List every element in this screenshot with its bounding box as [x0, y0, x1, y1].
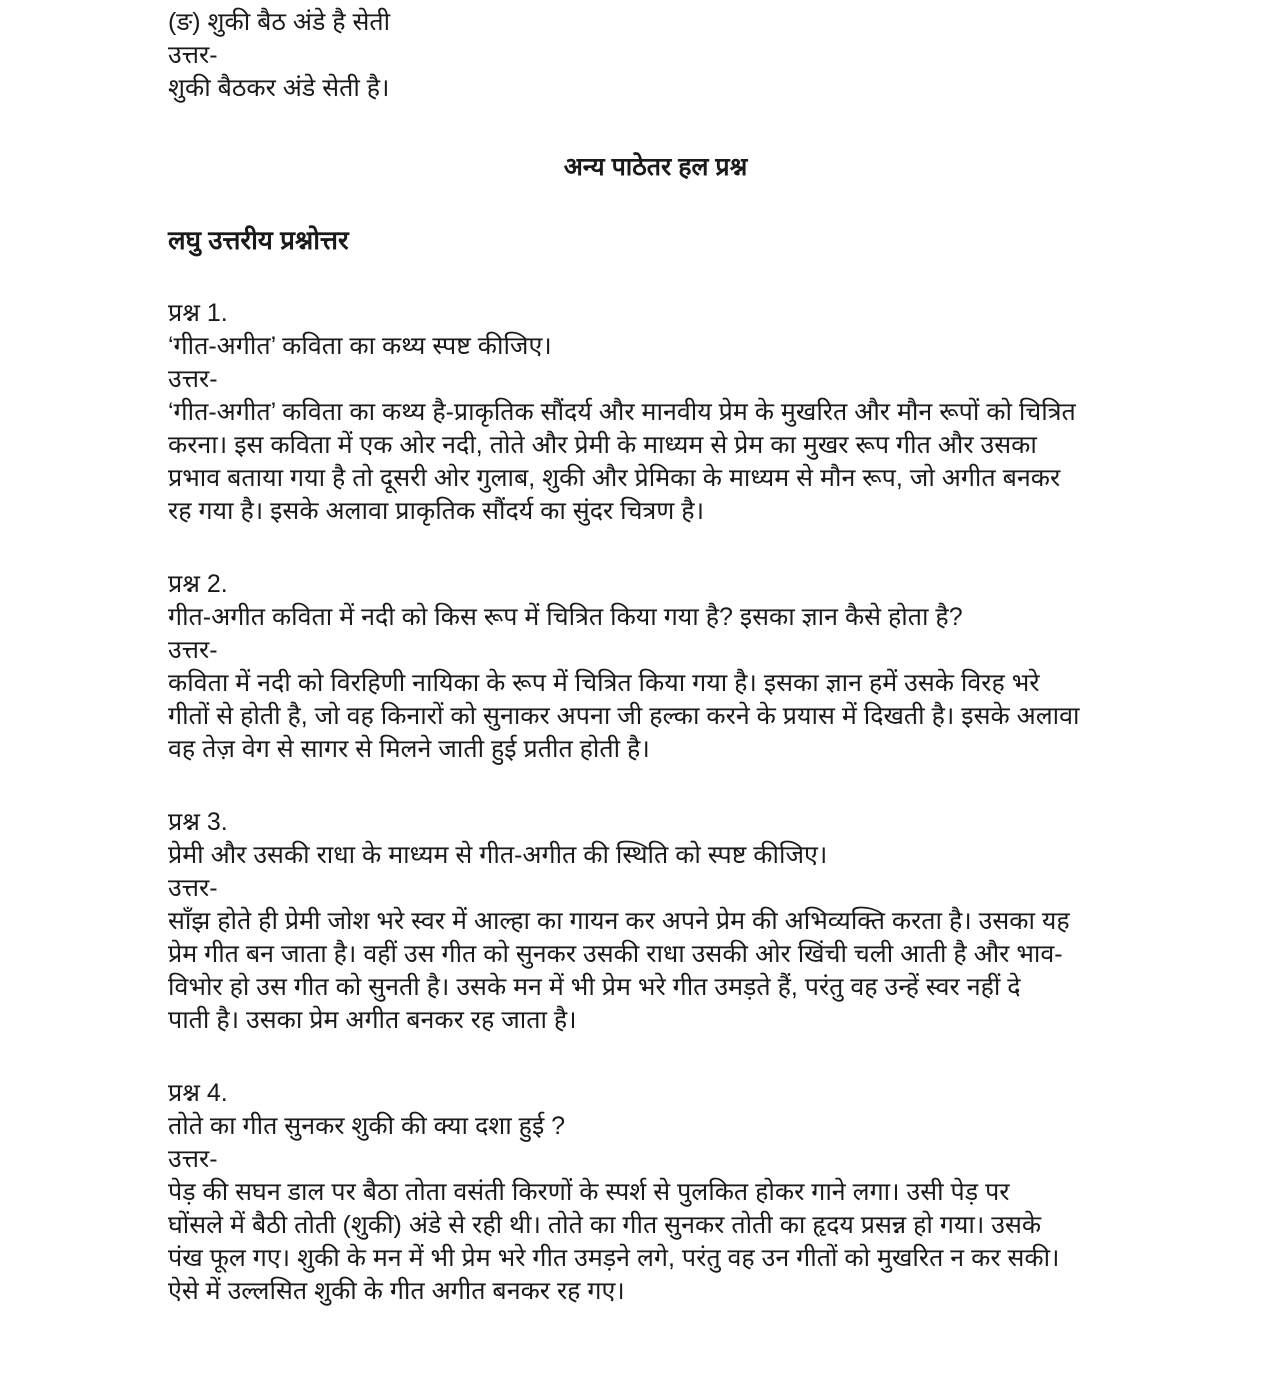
question-number: प्रश्न 2.	[168, 570, 228, 598]
answer-line: साँझ होते ही प्रेमी जोश भरे स्वर में आल्हा का गायन कर अपने प्रेम की अभिव्यक्ति करता है। उसका यह	[168, 907, 1070, 935]
answer-label: उत्तर-	[168, 41, 218, 69]
question-block	[168, 568, 1158, 766]
document-page	[168, 6, 1158, 1308]
answer-label: उत्तर-	[168, 1145, 218, 1173]
question-block	[168, 297, 1158, 528]
answer-line: प्रभाव बताया गया है तो दूसरी ओर गुलाब, शुकी और प्रेमिका के माध्यम से मौन रूप, जो अगीत बनकर	[168, 464, 1061, 492]
question-block	[168, 806, 1158, 1037]
previous-answer-block	[168, 6, 1158, 105]
answer-line: करना। इस कविता में एक ओर नदी, तोते और प्रेमी के माध्यम से प्रेम का मुखर रूप गीत और उसका	[168, 431, 1037, 459]
answer-line: घोंसले में बैठी तोती (शुकी) अंडे से रही थी। तोते का गीत सुनकर तोती का हृदय प्रसन्न हो गया। उसके	[168, 1211, 1042, 1239]
question-block	[168, 1077, 1158, 1308]
answer-line: विभोर हो उस गीत को सुनती है। उसके मन में भी प्रेम भरे गीत उमड़ते हैं, परंतु वह उन्हें स्वर नहीं दे	[168, 973, 1021, 1001]
answer-line: ‘गीत-अगीत’ कविता का कथ्य है-प्राकृतिक सौंदर्य और मानवीय प्रेम के मुखरित और मौन रूपों को चित्रित	[168, 398, 1076, 426]
answer-line: गीतों से होती है, जो वह किनारों को सुनाकर अपना जी हल्का करने के प्रयास में दिखती है। इसके अलावा	[168, 702, 1080, 730]
answer-text: शुकी बैठकर अंडे सेती है।	[168, 74, 390, 102]
answer-label: उत्तर-	[168, 636, 218, 664]
question-number: प्रश्न 3.	[168, 808, 228, 836]
question-number: प्रश्न 1.	[168, 299, 228, 327]
section-title: अन्य पाठेतर हल प्रश्न	[563, 153, 748, 181]
question-text: ‘गीत-अगीत’ कविता का कथ्य स्पष्ट कीजिए।	[168, 332, 552, 360]
subsection-title: लघु उत्तरीय प्रश्नोत्तर	[168, 225, 349, 255]
answer-line: पाती है। उसका प्रेम अगीत बनकर रह जाता है।	[168, 1006, 577, 1034]
question-text: गीत-अगीत कविता में नदी को किस रूप में चित्रित किया गया है? इसका ज्ञान कैसे होता है?	[168, 603, 963, 631]
question-text: (ङ) शुकी बैठ अंडे है सेती	[168, 8, 391, 36]
answer-label: उत्तर-	[168, 874, 218, 902]
answer-label: उत्तर-	[168, 365, 218, 393]
answer-line: रह गया है। इसके अलावा प्राकृतिक सौंदर्य का सुंदर चित्रण है।	[168, 497, 705, 525]
answer-line: पेड़ की सघन डाल पर बैठा तोता वसंती किरणों के स्पर्श से पुलकित होकर गाने लगा। उसी पेड़ पर	[168, 1178, 1010, 1206]
question-text: तोते का गीत सुनकर शुकी की क्या दशा हुई ?	[168, 1112, 566, 1140]
question-number: प्रश्न 4.	[168, 1079, 228, 1107]
question-list	[168, 297, 1158, 1308]
question-text: प्रेमी और उसकी राधा के माध्यम से गीत-अगीत की स्थिति को स्पष्ट कीजिए।	[168, 841, 828, 869]
answer-line: कविता में नदी को विरहिणी नायिका के रूप में चित्रित किया गया है। इसका ज्ञान हमें उसके विरह भरे	[168, 669, 1040, 697]
answer-line: वह तेज़ वेग से सागर से मिलने जाती हुई प्रतीत होती है।	[168, 735, 650, 763]
answer-line: ऐसे में उल्लसित शुकी के गीत अगीत बनकर रह गए।	[168, 1277, 625, 1305]
answer-line: प्रेम गीत बन जाता है। वहीं उस गीत को सुनकर उसकी राधा उसकी ओर खिंची चली आती है और भाव-	[168, 940, 1063, 968]
answer-line: पंख फूल गए। शुकी के मन में भी प्रेम भरे गीत उमड़ने लगे, परंतु वह उन गीतों को मुखरित न कर सकी।	[168, 1244, 1060, 1272]
